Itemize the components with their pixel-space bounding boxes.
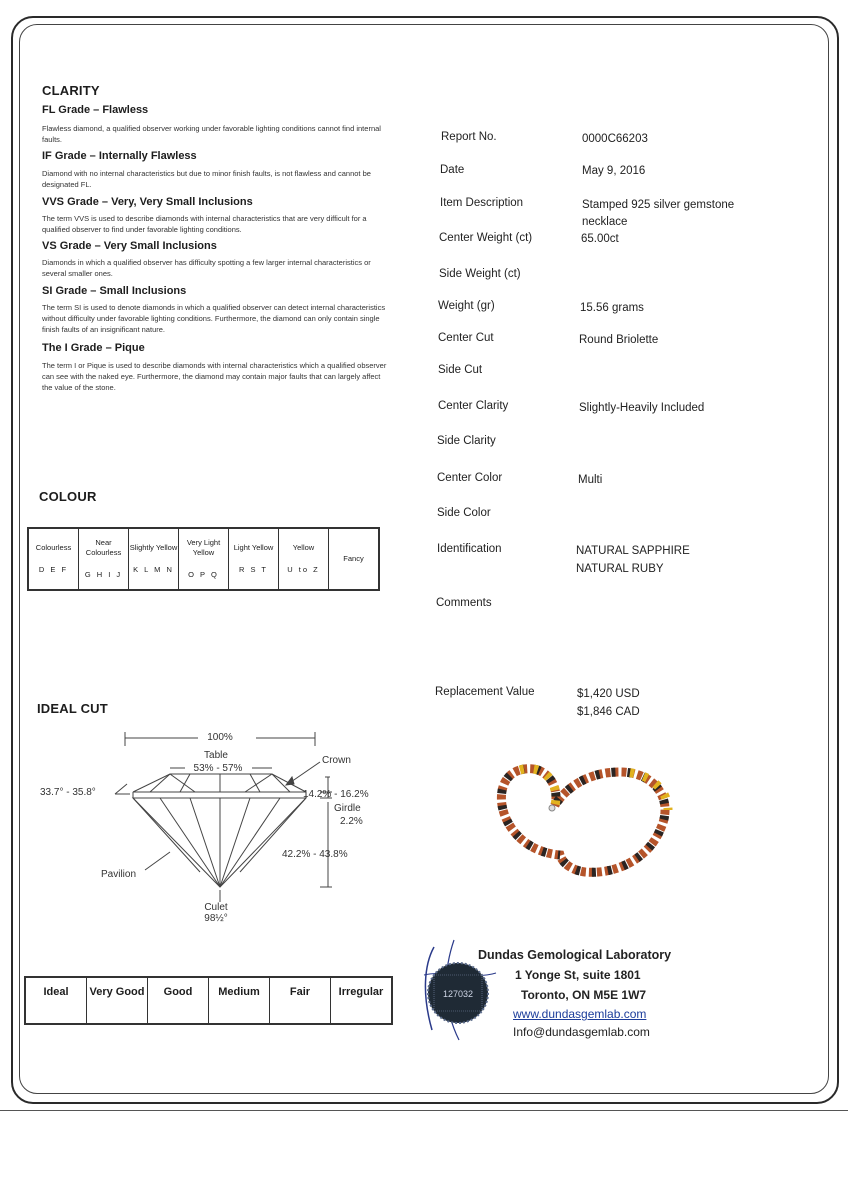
cut-grade-very-good: Very Good bbox=[87, 977, 148, 1024]
lab-website-link[interactable]: www.dundasgemlab.com bbox=[513, 1007, 647, 1021]
cut-girdle-value: 2.2% bbox=[340, 816, 363, 827]
cut-culet-value: 98½° bbox=[204, 913, 228, 922]
bottom-rule bbox=[0, 1110, 848, 1111]
colour-scale-table bbox=[27, 527, 380, 591]
item-description-value: Stamped 925 silver gemstone necklace bbox=[582, 199, 735, 228]
center-weight-value: 65.00ct bbox=[581, 233, 619, 245]
center-weight-label: Center Weight (ct) bbox=[439, 232, 533, 244]
colour-heading: COLOUR bbox=[39, 489, 97, 504]
cut-table-label: Table bbox=[204, 750, 228, 761]
cut-crown-height: 14.2% - 16.2% bbox=[303, 789, 369, 800]
grade-text-i: The term I or Pique is used to describe diamonds with internal characteristics which a qualified observer can see with the naked eye. Furthermore, the diamond may contain major faults that can largely affect the value of the stone. bbox=[42, 361, 387, 392]
lab-name: Dundas Gemological Laboratory bbox=[478, 948, 672, 962]
side-cut-label: Side Cut bbox=[438, 364, 483, 376]
cut-grade-fair: Fair bbox=[270, 977, 331, 1024]
cut-pavilion-depth: 42.2% - 43.8% bbox=[282, 849, 348, 860]
cut-grade-ideal: Ideal bbox=[25, 977, 87, 1024]
side-clarity-label: Side Clarity bbox=[437, 435, 496, 447]
replacement-cad: $1,846 CAD bbox=[577, 706, 640, 718]
item-description-label: Item Description bbox=[440, 197, 524, 209]
replacement-usd: $1,420 USD bbox=[577, 688, 640, 700]
clarity-heading: CLARITY bbox=[42, 83, 100, 98]
side-weight-label: Side Weight (ct) bbox=[439, 268, 521, 280]
colour-cell-slightly-yellow: Slightly Yellow K L M N bbox=[129, 528, 179, 590]
center-clarity-label: Center Clarity bbox=[438, 400, 509, 412]
date-label: Date bbox=[440, 164, 465, 176]
lab-address: 1 Yonge St, suite 1801 bbox=[515, 968, 641, 982]
center-cut-label: Center Cut bbox=[438, 332, 494, 344]
date-value: May 9, 2016 bbox=[582, 165, 646, 177]
necklace-photo bbox=[490, 760, 690, 890]
colour-cell-fancy: Fancy bbox=[329, 528, 380, 590]
center-cut-value: Round Briolette bbox=[579, 334, 659, 346]
cut-crown-label: Crown bbox=[322, 755, 351, 766]
side-color-label: Side Color bbox=[437, 507, 491, 519]
cut-table-range: 53% - 57% bbox=[193, 763, 243, 774]
cut-culet-label: Culet bbox=[204, 902, 228, 913]
grade-text-fl: Flawless diamond, a qualified observer working under favorable lighting conditions cannot find internal faults. bbox=[42, 124, 381, 144]
weight-value: 15.56 grams bbox=[580, 302, 644, 314]
cut-grade-good: Good bbox=[148, 977, 209, 1024]
report-no-value: 0000C66203 bbox=[582, 133, 648, 145]
cut-crown-angle: 33.7° - 35.8° bbox=[40, 787, 96, 798]
colour-cell-colourless: Colourless D E F bbox=[28, 528, 79, 590]
lab-email[interactable]: Info@dundasgemlab.com bbox=[513, 1025, 650, 1039]
svg-text:127032: 127032 bbox=[442, 989, 474, 999]
grade-text-vvs: The term VVS is used to describe diamonds with internal characteristics that are very difficult for a qualified observer to find under favorable lighting conditions. bbox=[42, 214, 367, 234]
grade-title-i: The I Grade – Pique bbox=[42, 342, 145, 354]
replacement-value-label: Replacement Value bbox=[435, 686, 535, 698]
grade-title-if: IF Grade – Internally Flawless bbox=[42, 150, 197, 162]
colour-cell-near-colourless: Near Colourless G H I J bbox=[79, 528, 129, 590]
identification-label: Identification bbox=[437, 543, 502, 555]
grade-title-vs: VS Grade – Very Small Inclusions bbox=[42, 240, 217, 252]
cut-pavilion-label: Pavilion bbox=[101, 869, 137, 880]
grade-title-vvs: VVS Grade – Very, Very Small Inclusions bbox=[42, 196, 253, 208]
center-color-value: Multi bbox=[578, 474, 603, 486]
cut-girdle-label: Girdle bbox=[334, 803, 361, 814]
comments-label: Comments bbox=[436, 597, 492, 609]
diamond-cut-diagram bbox=[30, 722, 430, 922]
grade-title-fl: FL Grade – Flawless bbox=[42, 104, 149, 116]
ideal-cut-heading: IDEAL CUT bbox=[37, 701, 108, 716]
center-color-label: Center Color bbox=[437, 472, 503, 484]
lab-city: Toronto, ON M5E 1W7 bbox=[521, 988, 647, 1002]
report-no-label: Report No. bbox=[441, 131, 497, 143]
colour-cell-yellow: Yellow U to Z bbox=[279, 528, 329, 590]
cut-grade-medium: Medium bbox=[209, 977, 270, 1024]
cut-width-label: 100% bbox=[207, 732, 233, 743]
cut-grade-irregular: Irregular bbox=[331, 977, 393, 1024]
grade-text-si: The term SI is used to denote diamonds in which a qualified observer can detect internal characteristics without difficulty under favorable lighting conditions. Furthermore, the diamond can only contain single finish faults of an insignificant nature. bbox=[42, 303, 386, 334]
colour-cell-light-yellow: Light Yellow R S T bbox=[229, 528, 279, 590]
grade-text-if: Diamond with no internal characteristics but due to minor finish faults, is not flawless and cannot be designated FL. bbox=[42, 169, 371, 189]
center-clarity-value: Slightly-Heavily Included bbox=[579, 402, 705, 414]
identification-value-2: NATURAL RUBY bbox=[576, 563, 664, 575]
identification-value-1: NATURAL SAPPHIRE bbox=[576, 545, 690, 557]
grade-title-si: SI Grade – Small Inclusions bbox=[42, 285, 187, 297]
colour-cell-very-light-yellow: Very Light Yellow O P Q bbox=[179, 528, 229, 590]
cut-grade-table bbox=[24, 976, 393, 1025]
weight-label: Weight (gr) bbox=[438, 300, 495, 312]
grade-text-vs: Diamonds in which a qualified observer has difficulty spotting a few larger internal characteristics or several smaller ones. bbox=[42, 258, 371, 278]
